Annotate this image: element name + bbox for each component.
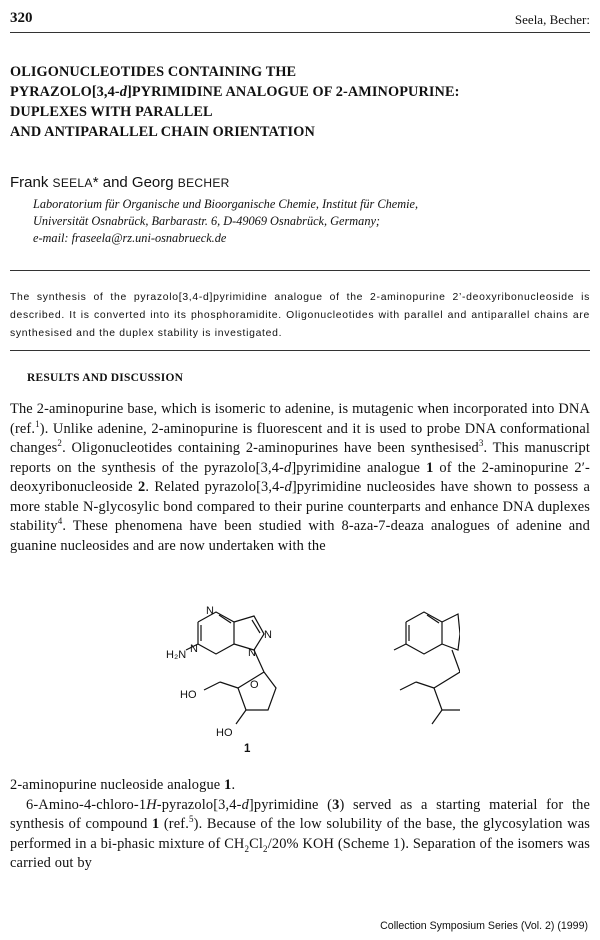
body-text: . Oligonucleotides containing 2-aminopurines have been synthesised bbox=[62, 440, 479, 456]
title-line-1: OLIGONUCLEOTIDES CONTAINING THE bbox=[10, 64, 297, 80]
affiliation-line-1: Laboratorium für Organische und Bioorganische Chemie, Institut für Chemie, bbox=[33, 197, 419, 211]
reference-mark: 2 bbox=[57, 438, 63, 449]
s1-amino: H₂N bbox=[166, 649, 187, 661]
s1-hydroxyl-bottom: HO bbox=[216, 727, 233, 739]
title-line-2 bbox=[10, 82, 590, 102]
s1-hydroxyl-top: HO bbox=[180, 689, 197, 701]
body-text: . This manuscript reports on the synthesis of the pyrazolo[3,4- bbox=[10, 440, 590, 476]
body-text: 6-Amino-4-chloro-1 bbox=[26, 796, 147, 813]
body-text: ). Unlike adenine, 2-aminopurine is fluorescent and it is used to probe DNA conformational changes bbox=[10, 420, 590, 456]
footer: Collection Symposium Series (Vol. 2) (1999) bbox=[380, 920, 588, 932]
section-heading: RESULTS AND DISCUSSION bbox=[27, 372, 184, 384]
body-paragraph-2 bbox=[10, 776, 590, 874]
body-text: . Related pyrazolo[3,4- bbox=[145, 479, 285, 495]
paragraph-3 bbox=[10, 796, 590, 874]
s1-n-top: N bbox=[206, 606, 214, 617]
author-line bbox=[10, 174, 230, 191]
title-line-2c: ]PYRIMIDINE ANALOGUE OF 2-AMINOPURINE: bbox=[126, 84, 460, 100]
author-1-given: Frank bbox=[10, 174, 53, 191]
affiliation-line-2: Universität Osnabrück, Barbarastr. 6, D-49069 Osnabrück, Germany; bbox=[33, 214, 381, 228]
paragraph-continuation bbox=[10, 776, 590, 796]
reference-mark: 3 bbox=[478, 438, 484, 449]
title-line-2a: PYRAZOLO[3,4- bbox=[10, 84, 120, 100]
body-text: Cl bbox=[249, 835, 264, 852]
reference-mark: 5 bbox=[188, 814, 194, 825]
body-italic: d bbox=[284, 479, 292, 495]
compound-number: 2 bbox=[137, 479, 146, 495]
body-text: ) served as a starting material for the synthesis of compound bbox=[10, 796, 590, 832]
body-text: ). Because of the low solubility of the base, the glycosylation was performed in a bi-phasic mixture of CH bbox=[10, 816, 590, 852]
abstract-bottom-rule bbox=[10, 350, 590, 351]
s1-n-bridge: N bbox=[248, 647, 256, 659]
body-text: (ref. bbox=[159, 816, 189, 832]
reference-mark: 1 bbox=[35, 418, 40, 429]
body-text: ]pyrimidine analogue bbox=[291, 459, 427, 476]
page-number: 320 bbox=[10, 10, 33, 26]
body-text: ]pyrimidine nucleosides have shown to possess a more stable N-glycosylic bond compared to their purine counterparts and enhance DNA duplexes stability bbox=[10, 479, 590, 534]
body-paragraph-1 bbox=[10, 400, 590, 556]
affiliation-email: e-mail: fraseela@rz.uni-osnabrueck.de bbox=[33, 231, 227, 245]
subscript: 2 bbox=[263, 843, 268, 854]
compound-number: 1 bbox=[224, 777, 232, 793]
compound-number: 1 bbox=[426, 459, 434, 476]
body-text: -pyrazolo[3,4- bbox=[156, 796, 242, 813]
body-text: . These phenomena have been studied with 8-aza-7-deaza analogues of adenine and guanine nucleosides and are now undertaken with the bbox=[10, 518, 590, 554]
compound-number: 3 bbox=[332, 796, 340, 813]
body-text: The 2-aminopurine base, which is isomeric to adenine, is mutagenic when incorporated into DNA (ref. bbox=[10, 401, 590, 437]
body-italic: d bbox=[284, 459, 292, 476]
compound-number: 1 bbox=[151, 816, 160, 832]
body-text: of the 2-aminopurine 2′-deoxyribonucleoside bbox=[10, 459, 590, 495]
author-2-family: BECHER bbox=[177, 176, 230, 190]
running-header bbox=[10, 6, 590, 33]
s1-n-pyrazole: N bbox=[264, 629, 272, 641]
body-italic: H bbox=[146, 796, 157, 813]
compound-label-1: 1 bbox=[244, 743, 251, 755]
abstract: The synthesis of the pyrazolo[3,4-d]pyrimidine analogue of the 2-aminopurine 2’-deoxyribonucleoside is described. It is converted into its phosphoramidite. Oligonucleotides with parallel and antiparallel chains are synthesised and the duplex stability is investigated. bbox=[10, 292, 590, 339]
title-line-4: AND ANTIPARALLEL CHAIN ORIENTATION bbox=[10, 124, 315, 140]
corresponding-mark: * bbox=[92, 174, 99, 191]
structure-figure bbox=[160, 606, 460, 770]
body-text: /20% KOH (Scheme 1). Separation of the isomers was carried out by bbox=[10, 835, 590, 871]
affiliation bbox=[33, 196, 588, 247]
subscript: 2 bbox=[244, 843, 250, 854]
title-line-3: DUPLEXES WITH PARALLEL bbox=[10, 104, 213, 120]
body-text: . bbox=[231, 777, 236, 793]
body-text: ]pyrimidine ( bbox=[248, 796, 333, 813]
author-1-family: SEELA bbox=[52, 176, 93, 190]
title-line-2-italic: d bbox=[119, 84, 127, 100]
reference-mark: 4 bbox=[57, 516, 63, 527]
running-authors: Seela, Becher: bbox=[514, 12, 590, 27]
body-italic: d bbox=[241, 796, 249, 813]
author-joiner: and Georg bbox=[98, 174, 178, 191]
s1-n-left: N bbox=[190, 643, 198, 655]
s1-ring-oxygen: O bbox=[250, 679, 259, 691]
body-text: 2-aminopurine nucleoside analogue bbox=[10, 777, 225, 793]
article-title bbox=[10, 62, 590, 142]
abstract-top-rule bbox=[10, 270, 590, 271]
